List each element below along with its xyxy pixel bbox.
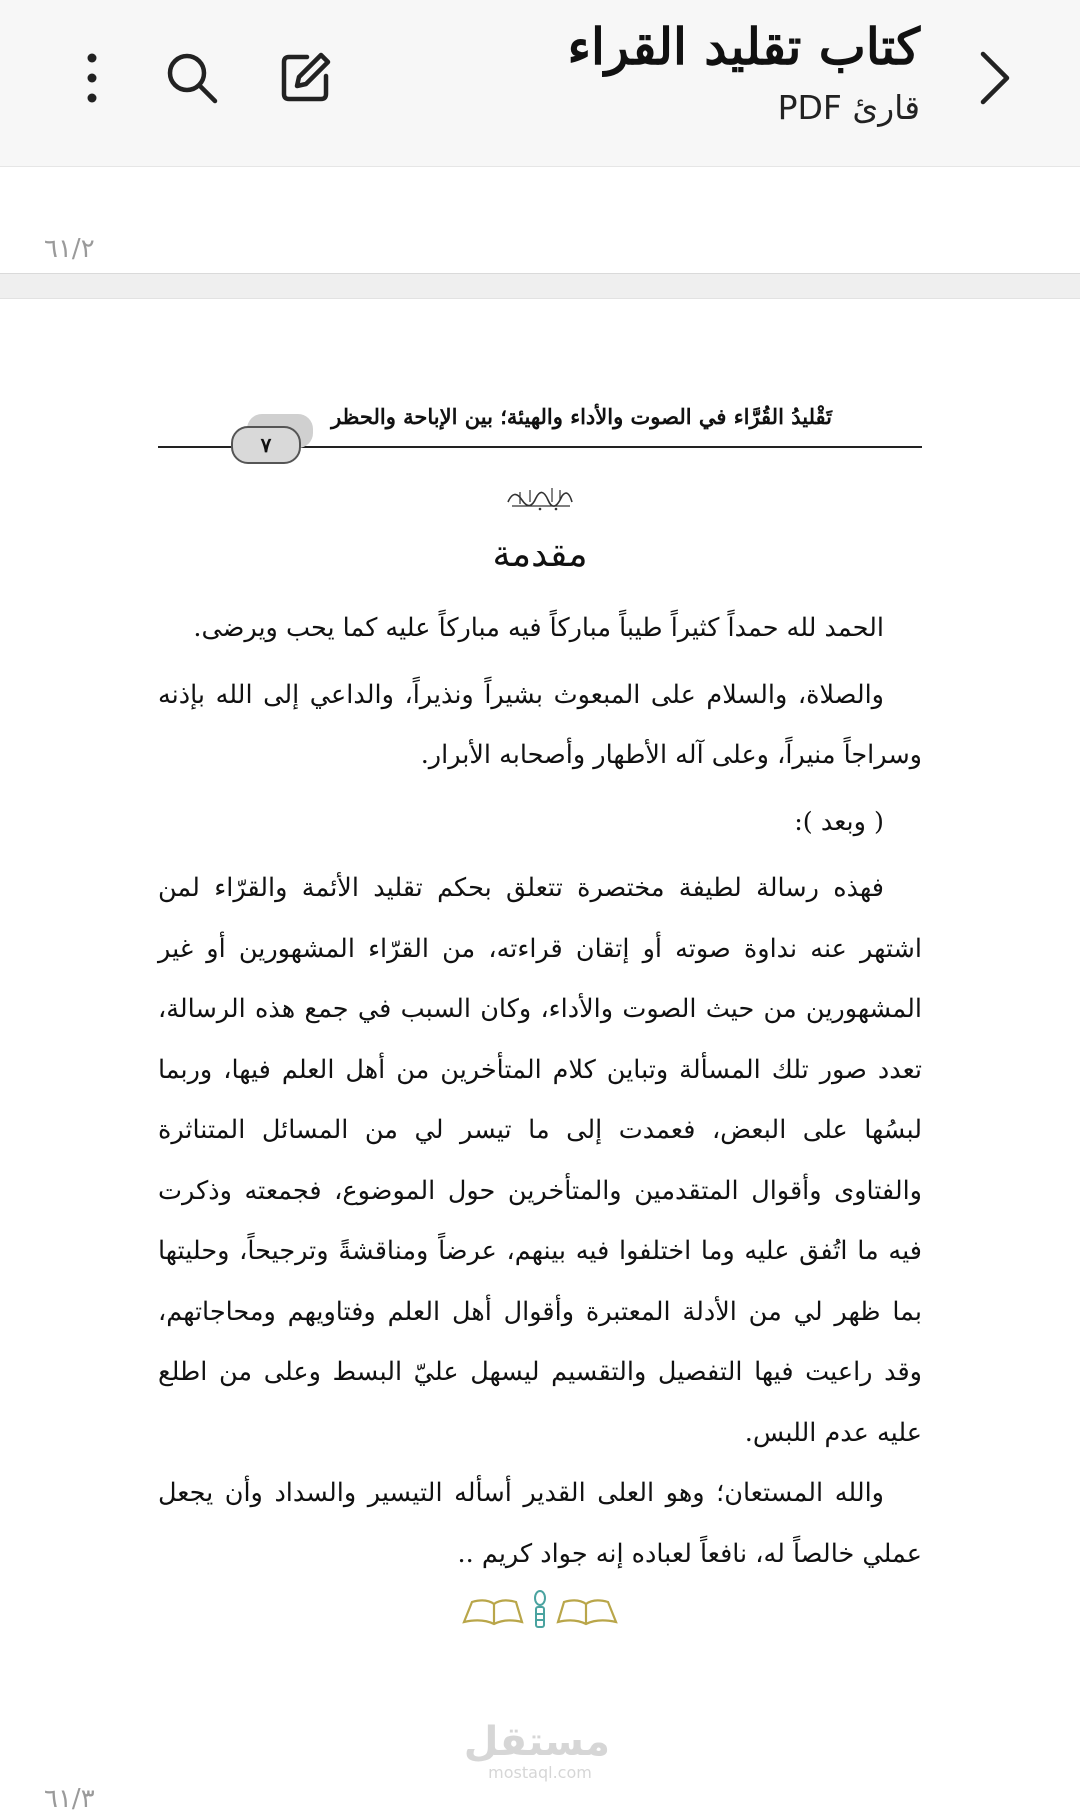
more-vertical-icon [82,48,102,108]
paragraph-4: فهذه رسالة لطيفة مختصرة تتعلق بحكم تقليد الأئمة والقرّاء لمن اشتهر عنه نداوة صوته أو إتقان قراءته، من القرّاء المشهورين أو غير المشهورين من حيث الصوت والأداء، وكان السبب في جمع هذه الرسالة، تعدد صور تلك المسألة وتباين كلام المتأخرين من أهل العلم فيها، وربما لبسُها على البعض، فعمدت إلى ما تيسر لي من المسائل المتناثرة والفتاوى وأقوال المتقدمين والمتأخرين حول الموضوع، فجمعته وذكرت فيه ما اتُفق عليه وما اختلفوا فيه بينهم، عرضاً ومناقشةً وترجيحاً، وحليتها بما ظهر لي من الأدلة المعتبرة وأقوال أهل العلم وفتاويهم ومحاجاتهم، وقد راعيت فيها التفصيل والتقسيم ليسهل عليّ البسط وعلى من اطلع عليه عدم اللبس. [158,873,922,1448]
app-bar [0,0,1080,167]
pdf-page[interactable] [0,298,1080,1778]
open-book-ornament-icon [460,1588,620,1632]
running-title: تَقْليدُ القُرَّاء في الصوت والأداء والهيئة؛ بين الإباحة والحظر [331,404,832,429]
document-title: كتاب تقليد القراء [567,17,920,76]
paragraph-1: الحمد لله حمداً كثيراً طيباً مباركاً فيه مباركاً عليه كما يحب ويرضى. [193,613,884,643]
running-header [158,402,922,457]
edit-icon [275,48,335,108]
edit-button[interactable] [265,38,345,118]
section-heading: مقدمة [492,534,588,575]
paragraph-2: والصلاة، والسلام على المبعوث بشيراً ونذيراً، والداعي إلى الله بإذنه وسراجاً منيراً، وعلى آله الأطهار وأصحابه الأبرار. [158,679,922,770]
paragraph-3: ( وبعد ): [794,806,884,837]
page-number: ٧ [260,433,272,457]
watermark-brand-url: mostaql.com [488,1763,592,1782]
watermark-brand-arabic: مستقل [463,1719,610,1765]
search-icon [164,50,220,106]
chevron-right-icon [975,48,1015,108]
paragraph-5: والله المستعان؛ وهو العلى القدير أسأله التيسير والسداد وأن يجعل عملي خالصاً له، نافعاً لعباده إنه جواد كريم .. [158,1478,922,1569]
watermark-logo [463,1719,610,1782]
basmala-calligraphy-icon [500,478,580,514]
page-indicator-next: ٦١/٣ [44,1784,95,1814]
page-number-badge [231,426,301,464]
page-separator [0,273,1080,299]
more-options-button[interactable] [52,38,132,118]
search-button[interactable] [152,38,232,118]
back-button[interactable] [955,38,1035,118]
app-subtitle: قارئ PDF [777,88,920,127]
body-text [158,598,922,1584]
page-indicator-previous: ٦١/٢ [44,234,95,264]
